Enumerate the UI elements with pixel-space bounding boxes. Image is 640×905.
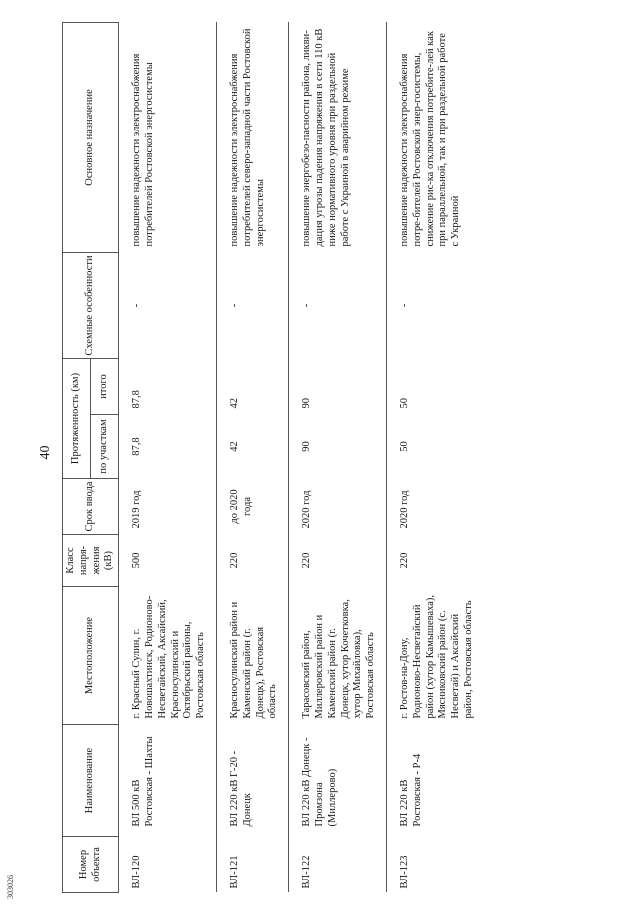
cell-name: ВЛ 220 кВ Ростовская - Р-4 xyxy=(398,753,423,827)
cell-voltage: 220 xyxy=(398,552,410,569)
table-row xyxy=(119,23,217,893)
cell-voltage: 500 xyxy=(119,535,217,587)
cell-date: 2020 год xyxy=(289,479,387,535)
cell-location: г. Ростов-на-Дону, Родионово-Несветайский район (хутор Камышеваха), Мясниковский район (с. Несветай) и Аксайский район, Ростовская область xyxy=(398,594,474,719)
header-length-sections: по участкам xyxy=(91,415,119,479)
header-row xyxy=(63,23,91,893)
cell-number: ВЛ-122 xyxy=(289,837,387,893)
cell-purpose: повышение энергобезо-пасности района, ликви-дация угрозы падения напряжения в сети 110 кВ ниже нормативного уровня при раздельной работе с Украиной в аварийном режиме xyxy=(289,23,387,253)
cell-location: Тарасовский район, Миллеровский район и Каменский район (г. Донецк, хутор Кочетковка, хутор Михайловка), Ростовская область xyxy=(289,587,387,725)
cell-purpose: повышение надежности электроснабжения потре-бителей Ростовской энер-госистемы, снижение рис-ка отключения потребите-лей как при параллельной, так и при раздельной работе с Украиной xyxy=(398,31,462,247)
header-length: Протяженность (км) xyxy=(63,359,91,479)
header-date: Срок ввода xyxy=(63,479,119,535)
header-voltage: Класс напря-жения (кВ) xyxy=(63,535,119,587)
document-id: 303026 xyxy=(6,875,15,899)
cell-length-sections: 90 xyxy=(289,415,387,479)
table-row xyxy=(216,23,288,893)
cell-date: до 2020 года xyxy=(216,479,288,535)
cell-number: ВЛ-121 xyxy=(216,837,288,893)
cell-voltage: 220 xyxy=(289,535,387,587)
cell-number: ВЛ-120 xyxy=(119,837,217,893)
cell-length-sections: 87,8 xyxy=(119,415,217,479)
cell-length-total: 90 xyxy=(289,359,387,415)
cell-name: ВЛ 500 кВ Ростовская - Шахты xyxy=(119,725,217,837)
cell-purpose: повышение надежности электроснабжения потребителей северо-западной части Ростовской энергосистемы xyxy=(216,23,288,253)
cell-length-total: 42 xyxy=(216,359,288,415)
cell-length-sections: 42 xyxy=(216,415,288,479)
cell-name: ВЛ 220 кВ Г-20 - Донецк xyxy=(216,725,288,837)
cell-features: - xyxy=(289,253,387,359)
cell-features: - xyxy=(398,303,410,308)
header-purpose: Основное назначение xyxy=(63,23,119,253)
cell-length-total: 87,8 xyxy=(119,359,217,415)
cell-length-total: 50 xyxy=(398,398,410,409)
cell-length-sections: 50 xyxy=(398,441,410,452)
header-length-total: итого xyxy=(91,359,119,415)
cell-purpose: повышение надежности электроснабжения потребителей Ростовской энергосистемы xyxy=(119,23,217,253)
cell-date: 2019 год xyxy=(119,479,217,535)
cell-features: - xyxy=(216,253,288,359)
cell-features: - xyxy=(119,253,217,359)
table-row xyxy=(386,23,483,893)
header-location: Местоположение xyxy=(63,587,119,725)
header-features: Схемные особенности xyxy=(63,253,119,359)
cell-location: г. Красный Сулин, г. Новошахтинск, Родионово-Несветайский, Аксайский, Красносулинский и Октябрьский районы, Ростовская область xyxy=(119,587,217,725)
header-number: Номер объекта xyxy=(63,837,119,893)
cell-name: ВЛ 220 кВ Донецк - Промзона (Миллерово) xyxy=(289,725,387,837)
cell-location: Красносулинский район и Каменский район (г. Донецк), Ростовская область xyxy=(216,587,288,725)
cell-voltage: 220 xyxy=(216,535,288,587)
cell-number: ВЛ-123 xyxy=(398,855,410,889)
header-name: Наименование xyxy=(63,725,119,837)
objects-table xyxy=(62,22,484,893)
cell-date: 2020 год xyxy=(398,490,410,529)
table-row xyxy=(289,23,387,893)
page-number: 40 xyxy=(38,445,53,460)
